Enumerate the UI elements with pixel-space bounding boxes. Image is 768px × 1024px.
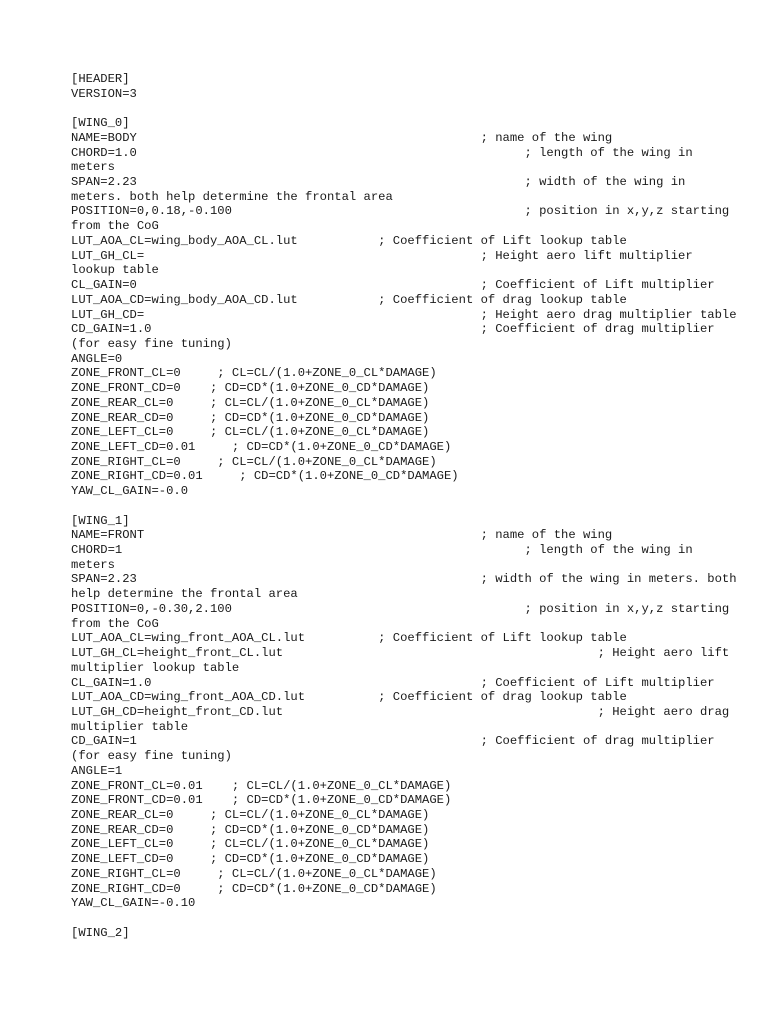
document-line: meters [71,557,115,572]
document-line: YAW_CL_GAIN=-0.0 [71,484,189,499]
document-line: ANGLE=0 [71,351,123,366]
document-line: [WING_0] [71,116,130,131]
document-line: LUT_AOA_CD=wing_front_AOA_CD.lut ; Coefficient of drag lookup table [71,690,627,705]
document-line: lookup table [71,263,159,278]
document-line: meters [71,160,115,175]
document-line: NAME=FRONT ; name of the wing [71,528,613,543]
document-line: [WING_1] [71,513,130,528]
document-line: ZONE_LEFT_CD=0 ; CD=CD*(1.0+ZONE_0_CD*DAMAGE) [71,852,430,867]
document-line: CD_GAIN=1 ; Coefficient of drag multiplier [71,734,715,749]
document-line: POSITION=0,-0.30,2.100 ; position in x,y,z starting [71,601,730,616]
document-line: YAW_CL_GAIN=-0.10 [71,896,196,911]
document-line: ANGLE=1 [71,763,123,778]
document-line: ZONE_FRONT_CL=0 ; CL=CL/(1.0+ZONE_0_CL*DAMAGE) [71,366,437,381]
document-line: multiplier lookup table [71,660,240,675]
document-line: ZONE_FRONT_CD=0 ; CD=CD*(1.0+ZONE_0_CD*DAMAGE) [71,381,430,396]
document-line: ZONE_RIGHT_CD=0.01 ; CD=CD*(1.0+ZONE_0_CD*DAMAGE) [71,469,459,484]
document-line: POSITION=0,0.18,-0.100 ; position in x,y,z starting [71,204,730,219]
document-line: ZONE_RIGHT_CL=0 ; CL=CL/(1.0+ZONE_0_CL*DAMAGE) [71,866,437,881]
document-line: ZONE_FRONT_CD=0.01 ; CD=CD*(1.0+ZONE_0_CD*DAMAGE) [71,793,452,808]
document-line: ZONE_RIGHT_CD=0 ; CD=CD*(1.0+ZONE_0_CD*DAMAGE) [71,881,437,896]
document-line: LUT_GH_CD=height_front_CD.lut ; Height aero drag [71,704,730,719]
document-line: CHORD=1.0 ; length of the wing in [71,145,693,160]
document-line: SPAN=2.23 ; width of the wing in [71,175,686,190]
document-line: CD_GAIN=1.0 ; Coefficient of drag multiplier [71,322,715,337]
document-line: ZONE_REAR_CL=0 ; CL=CL/(1.0+ZONE_0_CL*DAMAGE) [71,395,430,410]
document-line: help determine the frontal area [71,587,298,602]
document-line: LUT_AOA_CD=wing_body_AOA_CD.lut ; Coefficient of drag lookup table [71,292,627,307]
document-line: LUT_AOA_CL=wing_body_AOA_CL.lut ; Coefficient of Lift lookup table [71,233,627,248]
document-line: from the CoG [71,616,159,631]
document-line: NAME=BODY ; name of the wing [71,130,613,145]
document-line: from the CoG [71,219,159,234]
document-line: LUT_GH_CD= ; Height aero drag multiplier table [71,307,737,322]
document-line: SPAN=2.23 ; width of the wing in meters. both [71,572,737,587]
document-line: [HEADER] [71,72,130,86]
document-line: ZONE_LEFT_CD=0.01 ; CD=CD*(1.0+ZONE_0_CD*DAMAGE) [71,440,452,454]
document-line: CL_GAIN=1.0 ; Coefficient of Lift multiplier [71,675,715,690]
document-line: CL_GAIN=0 ; Coefficient of Lift multiplier [71,278,715,293]
document-line: CHORD=1 ; length of the wing in [71,543,693,558]
document-line: LUT_GH_CL= ; Height aero lift multiplier [71,248,693,263]
document-line: LUT_AOA_CL=wing_front_AOA_CL.lut ; Coefficient of Lift lookup table [71,631,627,646]
document-line: ZONE_REAR_CD=0 ; CD=CD*(1.0+ZONE_0_CD*DAMAGE) [71,822,430,837]
document-line: LUT_GH_CL=height_front_CL.lut ; Height aero lift [71,646,730,661]
document-line: ZONE_REAR_CL=0 ; CL=CL/(1.0+ZONE_0_CL*DAMAGE) [71,808,430,822]
document-line: (for easy fine tuning) [71,749,232,764]
document-line: ZONE_LEFT_CL=0 ; CL=CL/(1.0+ZONE_0_CL*DAMAGE) [71,425,430,440]
document-line: ZONE_LEFT_CL=0 ; CL=CL/(1.0+ZONE_0_CL*DAMAGE) [71,837,430,852]
document-line: ZONE_RIGHT_CL=0 ; CL=CL/(1.0+ZONE_0_CL*DAMAGE) [71,454,437,469]
document-line: [WING_2] [71,925,130,940]
document-line: meters. both help determine the frontal area [71,189,393,204]
document-line: ZONE_REAR_CD=0 ; CD=CD*(1.0+ZONE_0_CD*DAMAGE) [71,410,430,425]
document-line: VERSION=3 [71,86,137,101]
document-line: (for easy fine tuning) [71,336,232,351]
document-line: ZONE_FRONT_CL=0.01 ; CL=CL/(1.0+ZONE_0_CL*DAMAGE) [71,778,452,793]
document-line: multiplier table [71,719,189,734]
